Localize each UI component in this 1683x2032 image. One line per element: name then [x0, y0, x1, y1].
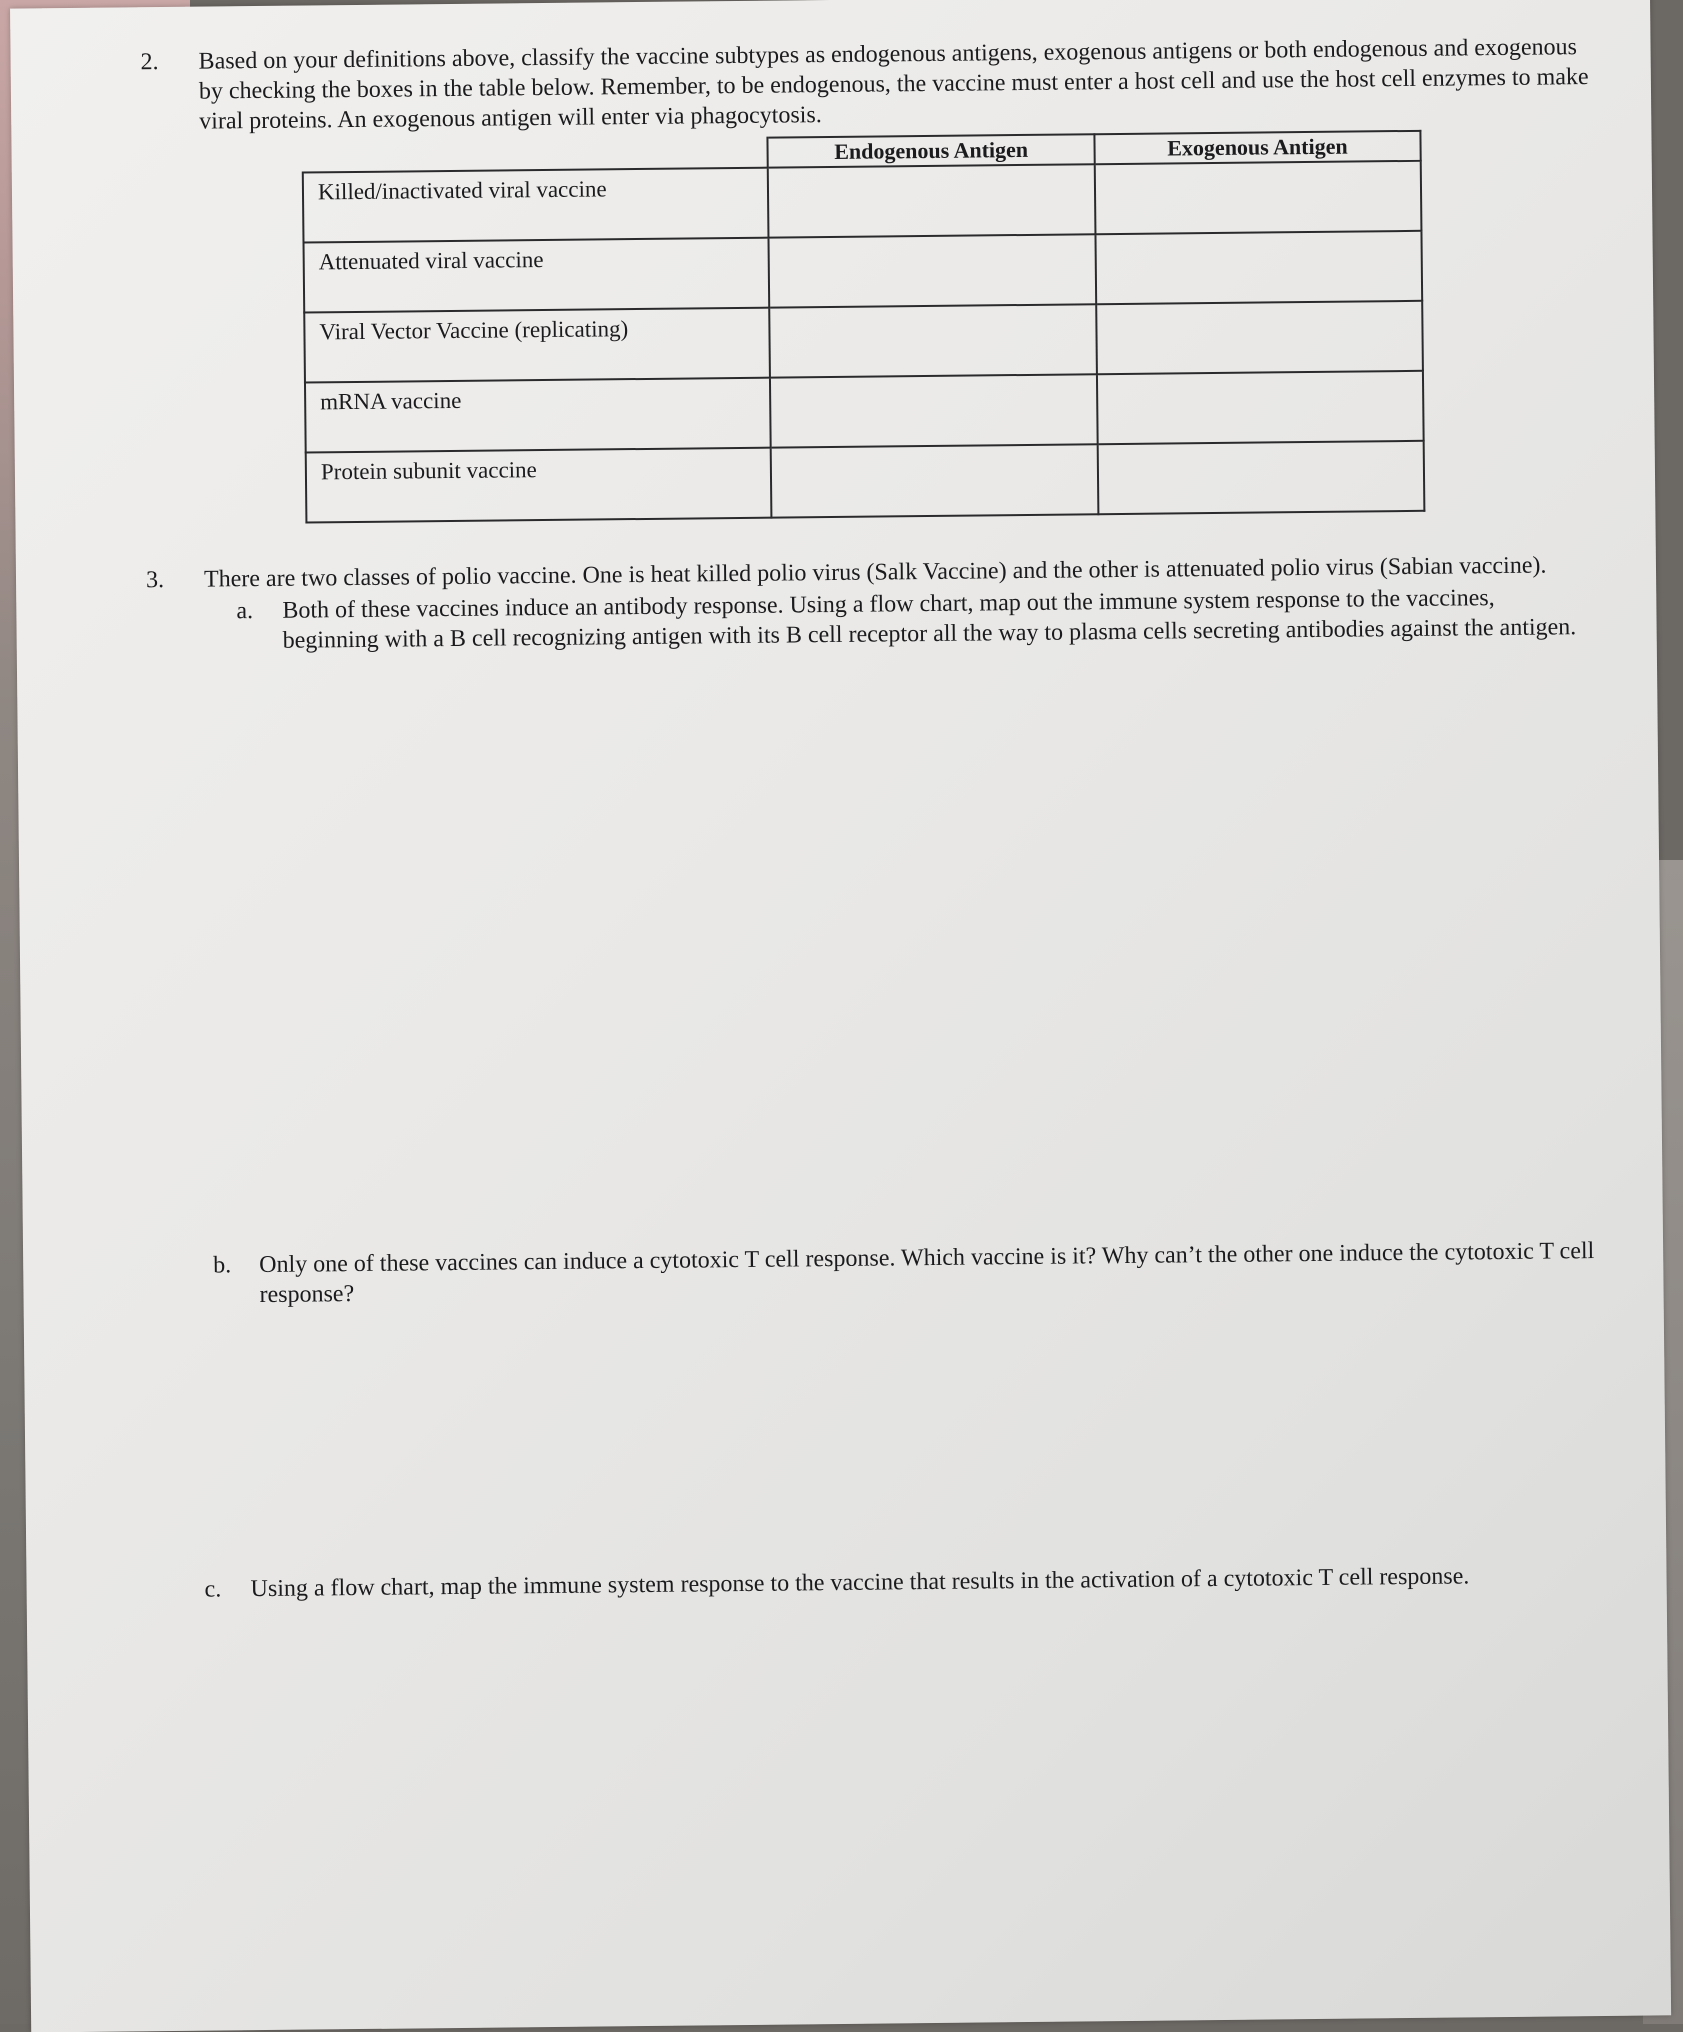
- question-3b: [213, 1236, 1604, 1311]
- row-label-protein-subunit: Protein subunit vaccine: [306, 448, 772, 523]
- row-label-killed: Killed/inactivated viral vaccine: [303, 168, 769, 243]
- question-3b-letter: b.: [213, 1252, 232, 1279]
- checkbox-attenuated-endogenous[interactable]: [769, 234, 1096, 307]
- question-3b-text: Only one of these vaccines can induce a cytotoxic T cell response. Which vaccine is it? Why can’t the other one induce the cytotoxic T cell response?: [259, 1238, 1595, 1309]
- question-3c-letter: c.: [204, 1576, 222, 1603]
- row-label-mrna: mRNA vaccine: [305, 378, 771, 453]
- question-3a-letter: a.: [236, 598, 254, 625]
- checkbox-killed-endogenous[interactable]: [768, 164, 1095, 237]
- checkbox-mrna-endogenous[interactable]: [770, 374, 1097, 447]
- checkbox-viral-vector-exogenous[interactable]: [1096, 301, 1423, 374]
- checkbox-attenuated-exogenous[interactable]: [1095, 231, 1422, 304]
- table-header-empty: [302, 138, 768, 173]
- table-header-exogenous: Exogenous Antigen: [1094, 131, 1420, 164]
- checkbox-protein-subunit-exogenous[interactable]: [1097, 441, 1424, 514]
- table-row: [304, 231, 1423, 313]
- row-label-attenuated: Attenuated viral vaccine: [304, 238, 770, 313]
- table-header-endogenous: Endogenous Antigen: [768, 134, 1095, 167]
- question-2-number: 2.: [140, 49, 159, 76]
- question-3a: [236, 582, 1597, 656]
- worksheet-page: [10, 0, 1671, 2032]
- question-3-number: 3.: [145, 567, 165, 594]
- checkbox-protein-subunit-endogenous[interactable]: [771, 444, 1098, 517]
- checkbox-mrna-exogenous[interactable]: [1097, 371, 1424, 444]
- question-2: [140, 32, 1591, 137]
- question-3c: [204, 1560, 1606, 1605]
- classification-table: [301, 130, 1425, 524]
- question-3a-text: Both of these vaccines induce an antibody response. Using a flow chart, map out the immune system response to the vaccines, beginning with a B cell recognizing antigen with its B cell receptor all the way to plasma cells secreting antibodies against the antigen.: [282, 585, 1577, 654]
- checkbox-viral-vector-endogenous[interactable]: [770, 304, 1097, 377]
- table-row: [305, 371, 1424, 453]
- question-3c-text: Using a flow chart, map the immune system response to the vaccine that results in the activation of a cytotoxic T cell response.: [250, 1563, 1470, 1603]
- row-label-viral-vector: Viral Vector Vaccine (replicating): [304, 308, 770, 383]
- worksheet-content: [140, 32, 1606, 1605]
- question-2-text: Based on your definitions above, classify the vaccine subtypes as endogenous antigens, exogenous antigens or both endogenous and exogenous by checking the boxes in the table below. Remember, to be endogenous, the vaccine must enter a host cell and use the host cell enzymes to make viral proteins. An exogenous antigen will enter via phagocytosis.: [198, 34, 1589, 135]
- table-row: [306, 441, 1425, 523]
- table-row: [303, 161, 1422, 243]
- checkbox-killed-exogenous[interactable]: [1095, 161, 1422, 234]
- table-row: [304, 301, 1423, 383]
- question-3-text: There are two classes of polio vaccine. One is heat killed polio virus (Salk Vaccine) and the other is attenuated polio virus (Sabian vaccine).: [203, 552, 1547, 593]
